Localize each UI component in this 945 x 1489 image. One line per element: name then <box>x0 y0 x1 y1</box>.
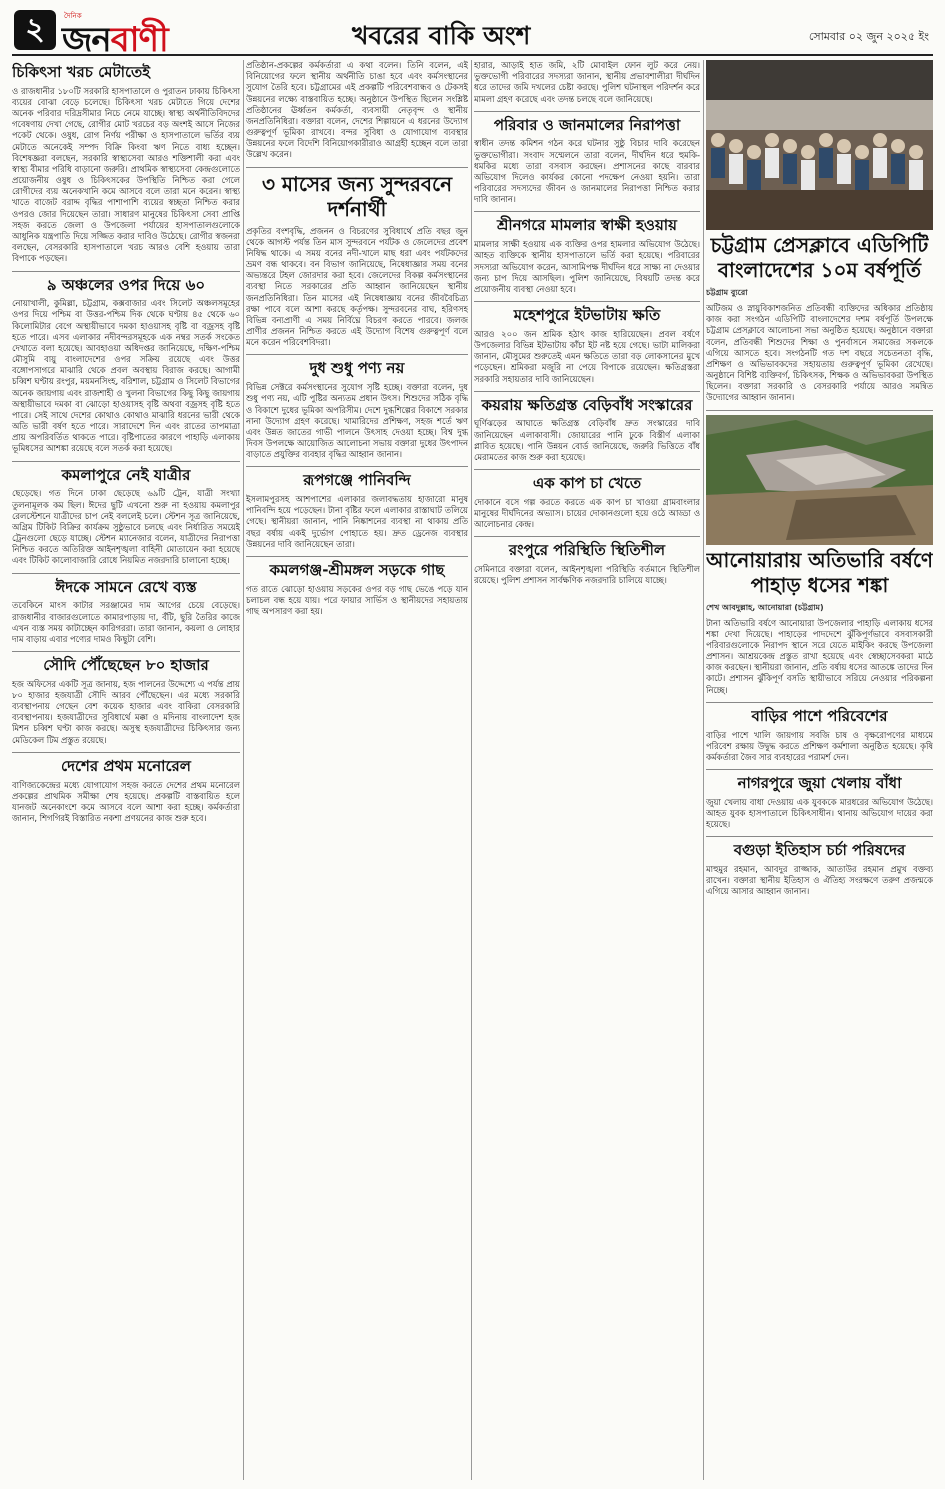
article-headline[interactable]: চট্টগ্রাম প্রেসক্লাবে এডিপিটি বাংলাদেশের ১০ম বর্ষপূর্তি <box>710 233 929 282</box>
article-body: বাণিজ্যকেন্দ্রের মধ্যে যোগাযোগ সহজ করতে দেশের প্রথম মনোরেল প্রকল্পের প্রাথমিক সমীক্ষা শেষ হয়েছে। প্রকল্পটি বাস্তবায়িত হলে যানজট অনেকাংশে কমে আসবে বলে আশা করা হচ্ছে। কর্মকর্তারা জানান, শিগগিরই বিস্তারিত নকশা প্রণয়নের কাজ শুরু হবে। <box>12 779 240 824</box>
article-body: হজ অফিসের একটি সূত্র জানায়, হজ পালনের উদ্দেশ্যে এ পর্যন্ত প্রায় ৮০ হাজার হজযাত্রী সৌদি আরব পৌঁছেছেন। এর মধ্যে সরকারি ব্যবস্থাপনায় গেছেন বেশ কয়েক হাজার এবং বাকিরা বেসরকারি ব্যবস্থাপনায়। হজযাত্রীদের সুবিধার্থে মক্কা ও মদিনায় বাংলাদেশ হজ মিশন চব্বিশ ঘণ্টা কাজ করছে। অসুস্থ হজযাত্রীদের চিকিৎসার জন্য মেডিকেল টিম প্রস্তুত রয়েছে। <box>12 678 240 745</box>
news-article <box>474 541 700 586</box>
article-divider <box>246 167 468 168</box>
article-body: গত রাতে ঝোড়ো হাওয়ায় সড়কের ওপর বড় গাছ ভেঙে পড়ে যান চলাচল বন্ধ হয়ে যায়। পরে ফায়ার সার্ভিস ও স্থানীয়দের সহায়তায় গাছ অপসারণ করা হয়। <box>246 583 468 617</box>
news-photo <box>706 415 933 545</box>
article-headline[interactable]: শ্রীনগরে মামলার স্বাক্ষী হওয়ায় <box>497 216 677 235</box>
news-article <box>706 707 933 763</box>
article-headline[interactable]: মহেশপুরে ইটভাটায় ক্ষতি <box>513 306 661 325</box>
article-body: ছেড়েছে। গত দিনে ঢাকা ছেড়েছে ৬৯টি ট্রেন, যাত্রী সংখ্যা তুলনামূলক কম ছিল। ঈদের ছুটি এখনো শুরু না হওয়ায় কমলাপুর রেলস্টেশনে যাত্রীদের চাপ নেই বললেই চলে। স্টেশন সূত্র জানিয়েছে, অগ্রিম টিকিট বিক্রির কার্যক্রম সুষ্ঠুভাবে চলছে এবং নির্ধারিত সময়েই ট্রেনগুলো ছেড়ে যাচ্ছে। স্টেশন ম্যানেজার বলেন, যাত্রীদের নিরাপত্তা নিশ্চিত করতে অতিরিক্ত আইনশৃঙ্খলা বাহিনী মোতায়েন করা হয়েছে এবং টিকিট কালোবাজারি রোধে নিয়মিত নজরদারি চালানো হচ্ছে। <box>12 488 240 566</box>
article-divider <box>706 410 933 411</box>
article-headline[interactable]: দেশের প্রথম মনোরেল <box>61 756 191 775</box>
article-body: দোকানে বসে গল্প করতে করতে এক কাপ চা খাওয়া গ্রামবাংলার মানুষের দীর্ঘদিনের অভ্যাস। চায়ের দোকানগুলো হয়ে ওঠে আড্ডা ও আলোচনার কেন্দ্র। <box>474 496 700 530</box>
news-article <box>246 359 468 460</box>
article-headline[interactable]: নাগরপুরে জুয়া খেলায় বাঁধা <box>737 774 902 793</box>
article-divider <box>706 702 933 703</box>
article-headline[interactable]: পরিবার ও জানমালের নিরাপত্তা <box>493 115 681 134</box>
article-body: স্বাধীন তদন্ত কমিশন গঠন করে ঘটনার সুষ্ঠু বিচার দাবি করেছেন ভুক্তভোগীরা। সংবাদ সম্মেলনে তারা বলেন, দীর্ঘদিন ধরে হুমকি-ধমকির মধ্যে তারা বসবাস করছেন। প্রশাসনের কাছে বারবার অভিযোগ দিলেও কার্যকর কোনো পদক্ষেপ নেওয়া হয়নি। তারা পরিবারের সদস্যদের জীবন ও জানমালের নিরাপত্তা নিশ্চিত করার দাবি জানান। <box>474 138 700 205</box>
article-divider <box>246 466 468 467</box>
article-headline[interactable]: বাড়ির পাশে পরিবেশের <box>751 706 888 725</box>
news-article <box>474 474 700 530</box>
column-rule <box>703 60 704 1480</box>
article-byline: শেখ আবদুল্লাহ, আনোয়ারা (চট্টগ্রাম) <box>706 602 824 612</box>
news-photo <box>706 60 933 230</box>
article-body: প্রতিষ্ঠান-প্রকল্পের কর্মকর্তারা এ কথা বলেন। তিনি বলেন, এই বিনিয়োগের ফলে স্থানীয় অর্থনীতি চাঙা হবে এবং কর্মসংস্থানের সুযোগ তৈরি হবে। চট্টগ্রামের এই প্রকল্পটি পরিবেশবান্ধব ও টেকসই উন্নয়নের লক্ষ্যে বাস্তবায়িত হচ্ছে। অনুষ্ঠানে উপস্থিত ছিলেন সংশ্লিষ্ট প্রতিষ্ঠানের ঊর্ধ্বতন কর্মকর্তা, ব্যবসায়ী নেতৃবৃন্দ ও স্থানীয় জনপ্রতিনিধিরা। বক্তারা বলেন, দেশের শিল্পায়নে এ ধরনের উদ্যোগ গুরুত্বপূর্ণ ভূমিকা রাখবে। বন্দর সুবিধা ও যোগাযোগ ব্যবস্থার উন্নয়নের ফলে বিদেশি বিনিয়োগকারীরাও আগ্রহী হচ্ছেন বলে তারা উল্লেখ করেন। <box>246 60 468 160</box>
article-body: তবেকিনে মাংস কাটার সরঞ্জামের দাম আগের চেয়ে বেড়েছে। রাজধানীর বাজারগুলোতে কামারপাড়ায় দা, বঁটি, ছুরি তৈরির কাজে এখন ব্যস্ত সময় কাটাচ্ছেন কারিগররা। তারা জানান, কয়লা ও লোহার দাম বাড়ায় এবার পণ্যের দামও কিছুটা বেশি। <box>12 600 240 644</box>
article-body: প্রকৃতির বংশবৃদ্ধি, প্রজনন ও বিচরণের সুবিধার্থে প্রতি বছর জুন থেকে আগস্ট পর্যন্ত তিন মাস সুন্দরবনে পর্যটক ও জেলেদের প্রবেশ নিষিদ্ধ থাকে। এ সময় বনের নদী-খালে মাছ ধরা এবং পর্যটকদের ভ্রমণ বন্ধ থাকবে। বন বিভাগ জানিয়েছে, নিষেধাজ্ঞার সময় বনের অভ্যন্তরে টহল জোরদার করা হবে। জেলেদের বিকল্প কর্মসংস্থানের ব্যবস্থা নিতে সরকারের প্রতি আহ্বান জানিয়েছেন স্থানীয় জনপ্রতিনিধিরা। তিন মাসের এই নিষেধাজ্ঞায় বনের জীববৈচিত্র্য রক্ষা পাবে বলে আশা করছে কর্তৃপক্ষ। সুন্দরবনের বাঘ, হরিণসহ বিভিন্ন বন্যপ্রাণী এ সময় নির্বিঘ্নে বিচরণ করতে পারবে। জলজ প্রাণীর প্রজনন নিশ্চিত করতে এই উদ্যোগ বিশেষ গুরুত্বপূর্ণ বলে মনে করেন পরিবেশবিদরা। <box>246 225 468 348</box>
article-divider <box>474 301 700 302</box>
column-rule <box>471 60 472 1480</box>
article-divider <box>12 271 240 272</box>
article-headline[interactable]: কমলগঞ্জ-শ্রীমঙ্গল সড়কে গাছ <box>269 561 445 579</box>
news-article <box>12 276 240 455</box>
article-divider <box>474 469 700 470</box>
article-body: ঘূর্ণিঝড়ের আঘাতে ক্ষতিগ্রস্ত বেড়িবাঁধ দ্রুত সংস্কারের দাবি জানিয়েছেন এলাকাবাসী। জোয়ারের পানি ঢুকে বিস্তীর্ণ এলাকা প্লাবিত হয়েছে। পানি উন্নয়ন বোর্ড জানিয়েছে, জরুরি ভিত্তিতে বাঁধ মেরামতের কাজ শুরু করা হয়েছে। <box>474 418 700 462</box>
column-rule <box>243 60 244 1480</box>
article-headline[interactable]: সৌদি পৌঁছেছেন ৮০ হাজার <box>43 656 209 675</box>
news-article <box>246 471 468 550</box>
news-article <box>706 415 933 696</box>
article-headline[interactable]: ঈদকে সামনে রেখে ব্যস্ত <box>55 577 197 596</box>
article-headline[interactable]: কয়রায় ক্ষতিগ্রস্ত বেড়িবাঁধ সংস্কারের <box>481 395 693 414</box>
article-body: হারার, আড়াই হাত জমি, ২টি মোবাইল ফোন লুট করে নেয়। ভুক্তভোগী পরিবারের সদস্যরা জানান, স্থানীয় প্রভাবশালীরা দীর্ঘদিন ধরে তাদের জমি দখলের চেষ্টা করছে। পুলিশ ঘটনাস্থল পরিদর্শন করে মামলা গ্রহণ করেছে এবং তদন্ত চলছে বলে জানিয়েছে। <box>474 60 700 104</box>
section-title: খবরের বাকি অংশ <box>352 21 531 50</box>
news-article <box>246 60 468 161</box>
news-article <box>474 116 700 206</box>
paper-tag: দৈনিক <box>64 12 82 20</box>
article-headline[interactable]: এক কাপ চা খেতে <box>532 474 642 493</box>
article-body: অটিজম ও স্নায়ুবিকাশজনিত প্রতিবন্ধী ব্যক্তিদের অধিকার প্রতিষ্ঠায় কাজ করা সংগঠন এডিপিটি বাংলাদেশের দশম বর্ষপূর্তি উপলক্ষে চট্টগ্রাম প্রেসক্লাবে আলোচনা সভা অনুষ্ঠিত হয়েছে। অনুষ্ঠানে বক্তারা বলেন, প্রতিবন্ধী শিশুদের শিক্ষা ও পুনর্বাসনে সমাজের সকলকে এগিয়ে আসতে হবে। সংগঠনটি গত দশ বছরে সচেতনতা বৃদ্ধি, প্রশিক্ষণ ও অভিভাবকদের সহায়তায় গুরুত্বপূর্ণ ভূমিকা রেখেছে। অনুষ্ঠানে বিশিষ্ট ব্যক্তিবর্গ, চিকিৎসক, শিক্ষক ও অভিভাবকরা উপস্থিত ছিলেন। বক্তারা সরকারি ও বেসরকারি পর্যায়ে আরও সমন্বিত উদ্যোগের আহ্বান জানান। <box>706 303 933 403</box>
article-divider <box>474 211 700 212</box>
page-number: ২ <box>14 10 56 50</box>
column-4 <box>706 60 933 1480</box>
article-headline[interactable]: রূপগঞ্জে পানিবন্দি <box>303 471 411 490</box>
article-divider <box>12 461 240 462</box>
article-divider <box>706 836 933 837</box>
article-body: বিভিন্ন সেক্টরে কর্মসংস্থানের সুযোগ সৃষ্টি হচ্ছে। বক্তারা বলেন, দুধ শুধু পণ্য নয়, এটি পুষ্টির অন্যতম প্রধান উৎস। শিশুদের সঠিক বৃদ্ধি ও বিকাশে দুধের ভূমিকা অপরিসীম। দেশে দুগ্ধশিল্পের বিকাশে সরকার নানা উদ্যোগ গ্রহণ করেছে। খামারিদের প্রশিক্ষণ, সহজ শর্তে ঋণ এবং উন্নত জাতের গাভী পালনে উৎসাহ দেওয়া হচ্ছে। বিশ্ব দুগ্ধ দিবস উপলক্ষে আয়োজিত আলোচনা সভায় বক্তারা দুধের উৎপাদন বাড়াতে প্রযুক্তির ব্যবহার বৃদ্ধির আহ্বান জানান। <box>246 382 468 460</box>
news-article <box>12 466 240 567</box>
article-divider <box>246 556 468 557</box>
news-article <box>706 774 933 830</box>
article-headline[interactable]: ৯ অঞ্চলের ওপর দিয়ে ৬০ <box>46 275 206 294</box>
news-article <box>474 60 700 105</box>
article-body: টানা অতিভারি বর্ষণে আনোয়ারা উপজেলার পাহাড়ি এলাকায় ধসের শঙ্কা দেখা দিয়েছে। পাহাড়ের পাদদেশে ঝুঁকিপূর্ণভাবে বসবাসকারী পরিবারগুলোকে নিরাপদ স্থানে সরে যেতে মাইকিং করছে উপজেলা প্রশাসন। আশ্রয়কেন্দ্র প্রস্তুত রাখা হয়েছে এবং স্বেচ্ছাসেবকরা মাঠে কাজ করছেন। স্থানীয়রা জানান, প্রতি বর্ষায় ধসের আতঙ্কে তাদের দিন কাটে। প্রশাসন ঝুঁকিপূর্ণ বসতি স্থায়ীভাবে সরিয়ে নেওয়ার পরিকল্পনা নিচ্ছে। <box>706 617 933 695</box>
column-3 <box>474 60 700 1480</box>
article-divider <box>474 111 700 112</box>
news-article <box>246 561 468 617</box>
paper-name-part-1: জন <box>62 20 111 60</box>
news-article <box>474 216 700 295</box>
article-body: মামলার সাক্ষী হওয়ায় এক ব্যক্তির ওপর হামলার অভিযোগ উঠেছে। আহত ব্যক্তিকে স্থানীয় হাসপাতালে ভর্তি করা হয়েছে। পরিবারের সদস্যরা অভিযোগ করেন, আসামিপক্ষ দীর্ঘদিন ধরে সাক্ষ্য না দেওয়ার জন্য চাপ দিয়ে আসছিল। পুলিশ জানিয়েছে, বিষয়টি তদন্ত করে প্রয়োজনীয় ব্যবস্থা নেওয়া হবে। <box>474 239 700 294</box>
news-article <box>12 757 240 824</box>
article-body: জুয়া খেলায় বাধা দেওয়ায় এক যুবককে মারধরের অভিযোগ উঠেছে। আহত যুবক হাসপাতালে চিকিৎসাধীন। থানায় অভিযোগ দায়ের করা হয়েছে। <box>706 796 933 830</box>
article-headline[interactable]: রংপুরে পরিস্থিতি স্থিতিশীল <box>508 541 666 560</box>
column-1 <box>12 60 240 1480</box>
news-article <box>474 306 700 385</box>
news-article <box>246 172 468 349</box>
article-body: ও রাজধানীর ১৮০টি সরকারি হাসপাতালে ও পুরাতন ঢাকায় চিকিৎসা ব্যয়ের বোঝা বেড়ে চলেছে। চিকিৎসা খরচ মেটাতে গিয়ে দেশের অনেক পরিবার দরিদ্রসীমার নিচে নেমে যাচ্ছে। স্বাস্থ্য অর্থনীতিবিদদের গবেষণায় দেখা গেছে, রোগীর মোট খরচের বড় অংশই আসে নিজের পকেট থেকে। ওষুধ, রোগ নির্ণয় পরীক্ষা ও হাসপাতালে ভর্তির ব্যয় মেটাতে অনেকেই সম্পদ বিক্রি কিংবা ঋণ নিতে বাধ্য হচ্ছেন। বিশেষজ্ঞরা বলছেন, সরকারি স্বাস্থ্যসেবা আরও শক্তিশালী করা এবং স্বাস্থ্য বীমার পরিধি বাড়ানো জরুরি। প্রাথমিক স্বাস্থ্যসেবা কেন্দ্রগুলোতে প্রয়োজনীয় ওষুধ ও চিকিৎসকের উপস্থিতি নিশ্চিত করা গেলে রোগীদের ব্যয় অনেকখানি কমে আসবে বলে তারা মনে করেন। স্বাস্থ্য খাতে বাজেট বরাদ্দ বৃদ্ধির পাশাপাশি ব্যয়ের স্বচ্ছতা নিশ্চিত করার ওপরও জোর দিয়েছেন তারা। সাধারণ মানুষের চিকিৎসা সেবা প্রাপ্তি সহজ করতে জেলা ও উপজেলা পর্যায়ের হাসপাতালগুলোকে আধুনিক যন্ত্রপাতি দিয়ে সজ্জিত করার দাবিও উঠেছে। রোগীর স্বজনরা বলছেন, বেসরকারি হাসপাতালে খরচ আরও বেশি হওয়ায় তারা বিপাকে পড়ছেন। <box>12 85 240 264</box>
masthead <box>12 8 933 60</box>
article-body: নোয়াখালী, কুমিল্লা, চট্টগ্রাম, কক্সবাজার এবং সিলেট অঞ্চলসমূহের ওপর দিয়ে পশ্চিম বা উত্তর-পশ্চিম দিক থেকে ঘণ্টায় ৪৫ থেকে ৬০ কিলোমিটার বেগে অস্থায়ীভাবে দমকা হাওয়াসহ বৃষ্টি বা বজ্রসহ বৃষ্টি হতে পারে। এসব এলাকার নদীবন্দরসমূহকে এক নম্বর সতর্ক সংকেত দেখাতে বলা হয়েছে। আবহাওয়া অধিদপ্তর জানিয়েছে, দক্ষিণ-পশ্চিম মৌসুমি বায়ু বাংলাদেশের ওপর সক্রিয় রয়েছে এবং উত্তর বঙ্গোপসাগরে মাঝারি থেকে প্রবল অবস্থায় বিরাজ করছে। আগামী চব্বিশ ঘণ্টায় রংপুর, ময়মনসিংহ, বরিশাল, চট্টগ্রাম ও সিলেট বিভাগের অনেক জায়গায় এবং রাজশাহী ও খুলনা বিভাগের কিছু কিছু জায়গায় অস্থায়ীভাবে দমকা বা ঝোড়ো হাওয়াসহ বৃষ্টি অথবা বজ্রসহ বৃষ্টি হতে পারে। সেই সাথে দেশের কোথাও কোথাও মাঝারি ধরনের ভারী থেকে অতি ভারী বর্ষণ হতে পারে। সারাদেশে দিন এবং রাতের তাপমাত্রা প্রায় অপরিবর্তিত থাকতে পারে। বৃষ্টিপাতের কারণে পাহাড়ি এলাকায় ভূমিধসের আশঙ্কা রয়েছে বলে সতর্ক করা হয়েছে। <box>12 298 240 454</box>
article-body: ইসলামপুরসহ আশপাশের এলাকার জলাবদ্ধতায় হাজারো মানুষ পানিবন্দি হয়ে পড়েছেন। টানা বৃষ্টির ফলে এলাকার রাস্তাঘাট তলিয়ে গেছে। স্থানীয়রা জানান, পানি নিষ্কাশনের ব্যবস্থা না থাকায় প্রতি বছর বর্ষায় একই দুর্ভোগ পোহাতে হয়। দ্রুত ড্রেনেজ ব্যবস্থার উন্নয়নের দাবি জানিয়েছেন তারা। <box>246 494 468 549</box>
news-article <box>12 63 240 265</box>
article-headline[interactable]: ৩ মাসের জন্য সুন্দরবনে দর্শনার্থী <box>261 171 453 221</box>
column-2 <box>246 60 468 1480</box>
article-headline[interactable]: চিকিৎসা খরচ মেটাতেই <box>12 63 151 81</box>
article-divider <box>706 769 933 770</box>
paper-name-part-2: বাণী <box>110 20 168 60</box>
article-body: আরও ২০০ জন শ্রমিক হঠাৎ কাজ হারিয়েছেন। প্রবল বর্ষণে উপজেলার বিভিন্ন ইটভাটায় কাঁচা ইট নষ্ট হয়ে গেছে। ভাটা মালিকরা জানান, মৌসুমের শুরুতেই এমন ক্ষতিতে তারা বড় লোকসানের মুখে পড়েছেন। শ্রমিকরা মজুরি না পেয়ে বিপাকে রয়েছেন। ক্ষতিগ্রস্তরা সরকারি সহায়তার দাবি জানিয়েছেন। <box>474 328 700 384</box>
news-article <box>12 578 240 645</box>
article-headline[interactable]: আনোয়ারায় অতিভারি বর্ষণে পাহাড় ধসের শঙ্কা <box>706 547 933 597</box>
news-article <box>706 60 933 404</box>
news-article <box>706 841 933 897</box>
news-article <box>474 396 700 463</box>
article-headline[interactable]: কমলাপুরে নেই যাত্রীর <box>61 465 191 484</box>
article-divider <box>12 573 240 574</box>
article-divider <box>474 536 700 537</box>
article-body: বাড়ির পাশে খালি জায়গায় সবজি চাষ ও বৃক্ষরোপণের মাধ্যমে পরিবেশ রক্ষায় উদ্বুদ্ধ করতে প্রশিক্ষণ কর্মশালা অনুষ্ঠিত হয়েছে। কৃষি কর্মকর্তারা জৈব সার ব্যবহারের পরামর্শ দেন। <box>706 729 933 762</box>
article-divider <box>474 391 700 392</box>
article-body: মাহুমুর রহমান, আবদুর রাজ্জাক, আতাউর রহমান প্রমুখ বক্তব্য রাখেন। বক্তারা স্থানীয় ইতিহাস ও ঐতিহ্য সংরক্ষণে তরুণ প্রজন্মকে এগিয়ে আসার আহ্বান জানান। <box>706 864 933 897</box>
article-headline[interactable]: বগুড়া ইতিহাস চর্চা পরিষদের <box>733 841 906 860</box>
article-divider <box>12 651 240 652</box>
article-byline: চট্টগ্রাম ব্যুরো <box>706 288 748 297</box>
news-article <box>12 656 240 746</box>
article-divider <box>246 354 468 355</box>
article-divider <box>12 752 240 753</box>
article-body: সেমিনারে বক্তারা বলেন, আইনশৃঙ্খলা পরিস্থিতি বর্তমানে স্থিতিশীল রয়েছে। পুলিশ প্রশাসন সার্বক্ষণিক নজরদারি চালিয়ে যাচ্ছে। <box>474 564 700 586</box>
article-headline[interactable]: দুধ শুধু পণ্য নয় <box>309 359 405 378</box>
dateline: সোমবার ০২ জুন ২০২৫ ইং <box>808 30 929 43</box>
